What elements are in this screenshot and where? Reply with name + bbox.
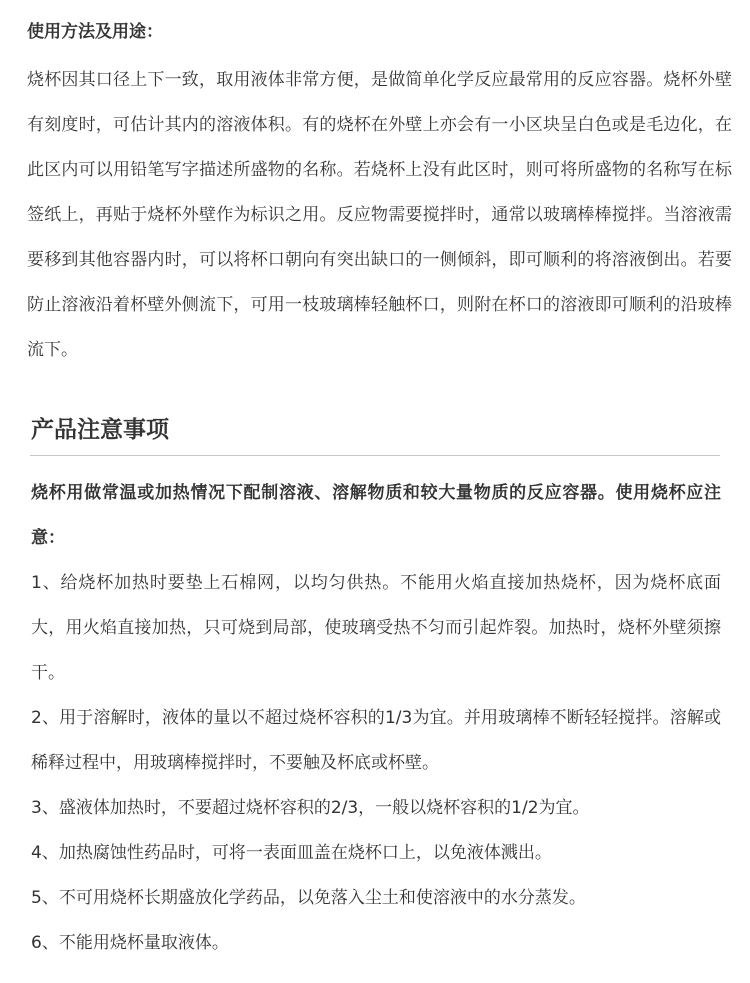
notes-item-6: 6、不能用烧杯量取液体。	[31, 933, 229, 953]
notes-item-1: 1、给烧杯加热时要垫上石棉网，以均匀供热。不能用火焰直接加热烧杯，因为烧杯底面大，用火焰直接加热，只可烧到局部，使玻璃受热不匀而引起炸裂。加热时，烧杯外壁须擦干。	[31, 573, 721, 683]
notes-divider	[30, 455, 720, 456]
notes-item-4: 4、加热腐蚀性药品时，可将一表面皿盖在烧杯口上，以免液体溅出。	[31, 843, 552, 863]
notes-intro: 烧杯用做常温或加热情况下配制溶液、溶解物质和较大量物质的反应容器。使用烧杯应注意：	[31, 483, 721, 548]
notes-list	[31, 561, 721, 966]
notes-item-5: 5、不可用烧杯长期盛放化学药品，以免落入尘土和使溶液中的水分蒸发。	[31, 888, 586, 908]
usage-heading: 使用方法及用途：	[27, 22, 163, 42]
notes-title: 产品注意事项	[31, 417, 169, 443]
notes-item-2: 2、用于溶解时，液体的量以不超过烧杯容积的1/3为宜。并用玻璃棒不断轻轻搅拌。溶解或稀释过程中，用玻璃棒搅拌时，不要触及杯底或杯壁。	[31, 708, 721, 773]
usage-body: 烧杯因其口径上下一致，取用液体非常方便，是做简单化学反应最常用的反应容器。烧杯外壁有刻度时，可估计其内的溶液体积。有的烧杯在外壁上亦会有一小区块呈白色或是毛边化，在此区内可以用铅笔写字描述所盛物的名称。若烧杯上没有此区时，则可将所盛物的名称写在标签纸上，再贴于烧杯外壁作为标识之用。反应物需要搅拌时，通常以玻璃棒棒搅拌。当溶液需要移到其他容器内时，可以将杯口朝向有突出缺口的一侧倾斜，即可顺利的将溶液倒出。若要防止溶液沿着杯壁外侧流下，可用一枝玻璃棒轻触杯口，则附在杯口的溶液即可顺利的沿玻棒流下。	[27, 70, 732, 360]
notes-item-3: 3、盛液体加热时，不要超过烧杯容积的2/3，一般以烧杯容积的1/2为宜。	[31, 798, 590, 818]
